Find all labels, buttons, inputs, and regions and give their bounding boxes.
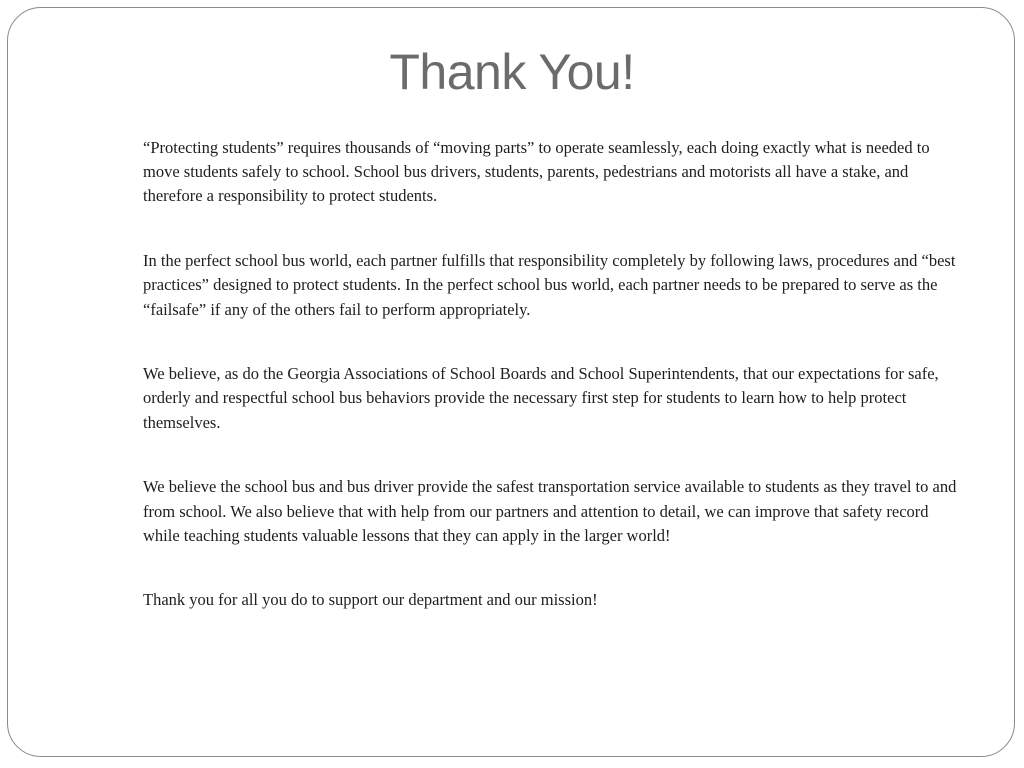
body-paragraph: “Protecting students” requires thousands of “moving parts” to operate seamlessly, each doing exactly what is needed to move students safely to school. School bus drivers, students, parents, pedestrians and motorists all have a stake, and therefore a responsibility to protect students. [143, 138, 930, 206]
body-paragraph: We believe the school bus and bus driver provide the safest transportation service available to students as they travel to and from school. We also believe that with help from our partners and attention to detail, we can improve that safety record while teaching students valuable lessons that they can apply in the larger world! [143, 477, 957, 545]
body-paragraph: We believe, as do the Georgia Associations of School Boards and School Superintendents, that our expectations for safe, orderly and respectful school bus behaviors provide the necessary first step for students to learn how to help protect themselves. [143, 364, 939, 432]
slide-title: Thank You! [389, 44, 635, 100]
slide-body [143, 136, 965, 653]
body-paragraph: Thank you for all you do to support our department and our mission! [143, 590, 598, 610]
body-paragraph: In the perfect school bus world, each partner fulfills that responsibility completely by following laws, procedures and “best practices” designed to protect students. In the perfect school bus world, each partner needs to be prepared to serve as the “failsafe” if any of the others fail to perform appropriately. [143, 251, 956, 319]
